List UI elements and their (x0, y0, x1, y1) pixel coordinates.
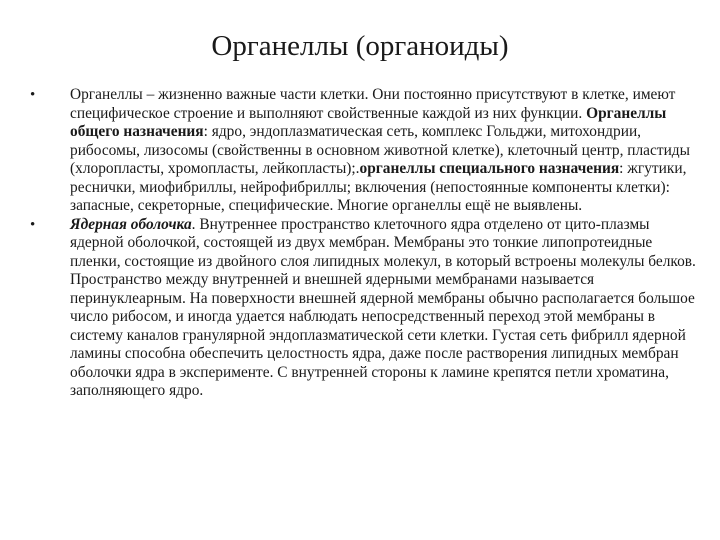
bold-term-special: органеллы специального назначения (359, 160, 620, 177)
text-segment: : ядро, эндоплазматическая сеть, комплекс Гольджи, митохондрии, рибосомы, лизосомы (свойственны в основном животной клетке), клеточный центр, пластиды (хлоропласты, хромопласты, лейкопласты);. (70, 123, 690, 177)
bold-term-general: Органеллы общего назначения (70, 104, 667, 140)
bullet-list (30, 86, 698, 401)
bullet-text (70, 86, 698, 216)
bullet-mark: • (30, 216, 36, 233)
bold-italic-term-nuclear-envelope: Ядерная оболочка (70, 215, 192, 233)
text-segment: Органеллы – жизненно важные части клетки. Они постоянно присутствуют в клетке, имеют специфическое строение и выполняют свойственные каждой из них функции. (70, 86, 676, 122)
text-segment: : жгутики, реснички, миофибриллы, нейрофибриллы; включения (непостоянные компоненты клетки): запасные, секреторные, специфические. Многие органеллы ещё не выявлены. (70, 160, 687, 214)
bullet-text (70, 216, 698, 401)
text-segment: . Внутреннее пространство клеточного ядра отделено от цито-плазмы ядерной оболочкой, состоящей из двух мембран. Мембраны это тонкие липопротеидные пленки, состоящие из двойного слоя липидных молекул, в который встроены молекулы белков. Пространство между внутренней и внешней ядерными мембранами называется перинуклеарным. На поверхности внешней ядерной мембраны обычно располагается большое число рибосом, и иногда удается наблюдать непосредственный переход этой мембраны в систему каналов гранулярной эндоплазматической сети клетки. Густая сеть фибрилл ядерной ламины способна обеспечить целостность ядра, даже после растворения липидных мембран оболочки ядра в эксперименте. С внутренней стороны к ламине крепятся петли хроматина, заполняющего ядро. (70, 215, 696, 399)
bullet-mark: • (30, 87, 36, 103)
bullet-item-nuclear-envelope (30, 216, 698, 401)
bullet-item-organelles (30, 86, 698, 216)
slide-title: Органеллы (органоиды) (211, 30, 509, 62)
